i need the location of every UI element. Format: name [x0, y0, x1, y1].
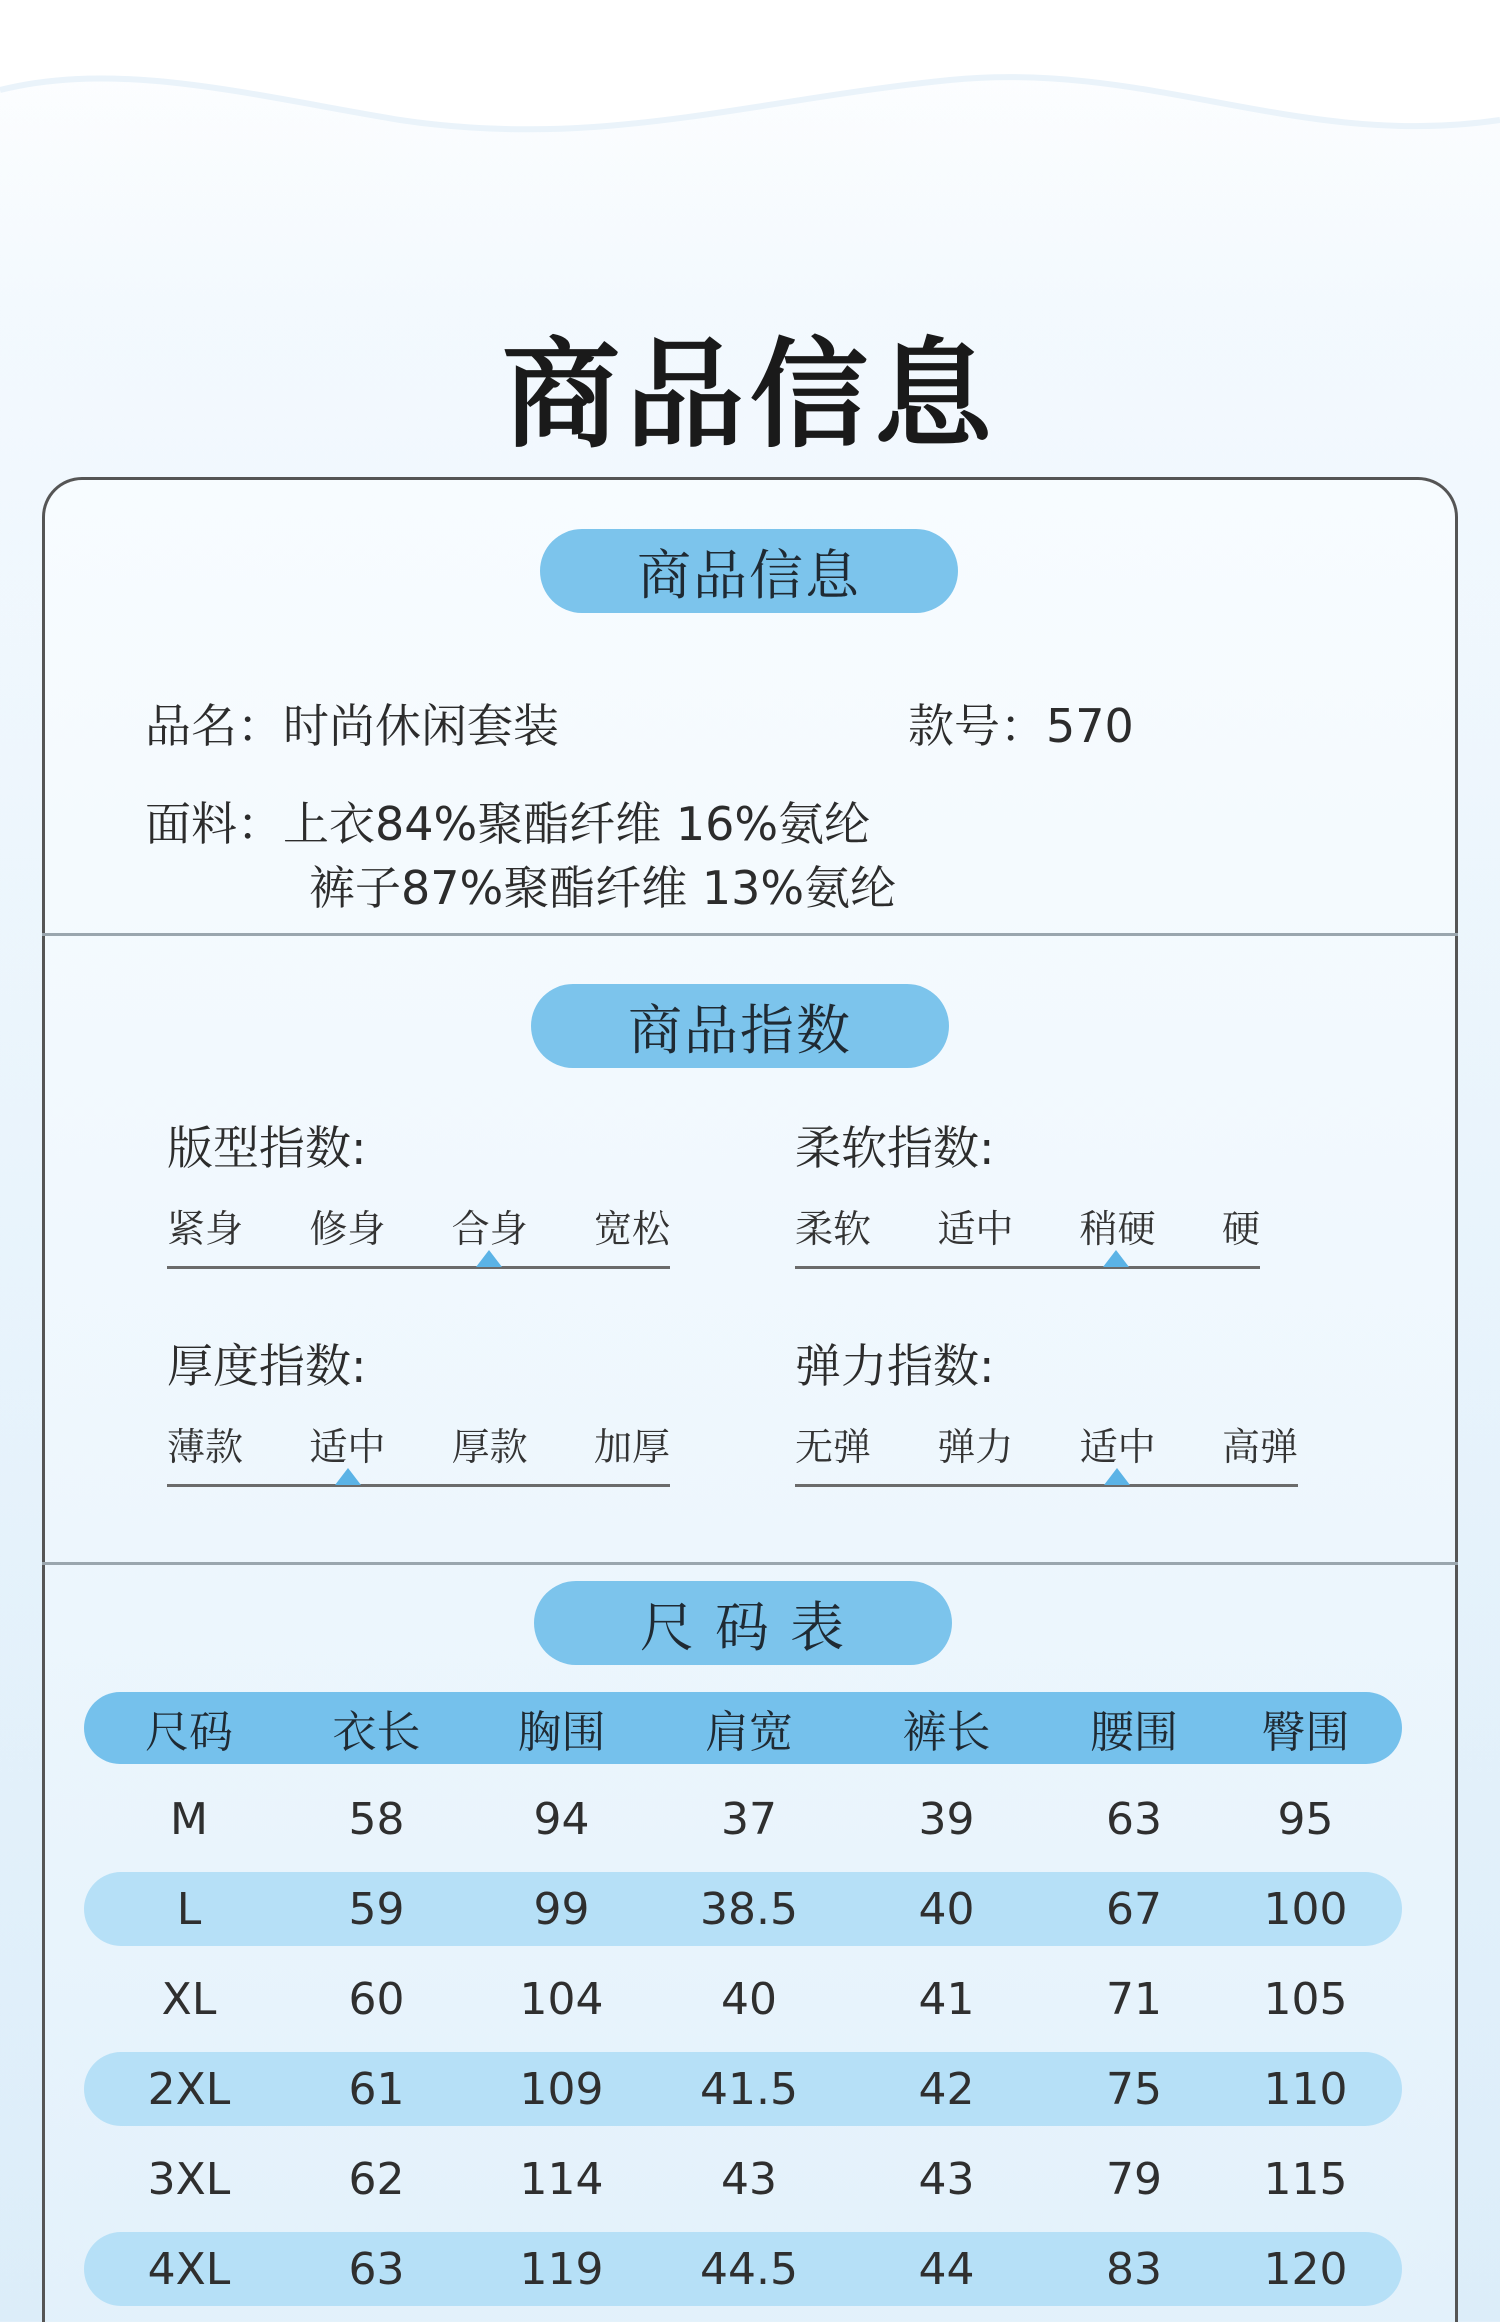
table-cell: 95: [1277, 1793, 1334, 1845]
table-row: [84, 2052, 1402, 2126]
scale-line: [795, 1484, 1298, 1487]
table-cell: 67: [1106, 1883, 1162, 1935]
size-table: [84, 1692, 1402, 2322]
index-scale-thickness: [167, 1416, 670, 1496]
table-cell: 2XL: [147, 2063, 231, 2115]
table-cell: 119: [519, 2243, 604, 2295]
table-cell: 114: [519, 2153, 604, 2205]
table-row: [84, 1782, 1402, 1856]
table-cell: 40: [918, 1883, 975, 1935]
table-cell: 83: [1106, 2243, 1162, 2295]
table-cell: 43: [721, 2153, 777, 2205]
product-fabric-pants: 裤子87%聚酯纤维 13%氨纶: [309, 861, 897, 915]
scale-label: 适中: [937, 1207, 1014, 1251]
scale-label: 宽松: [593, 1207, 670, 1251]
column-header: 衣长: [332, 1707, 421, 1758]
scale-label: 适中: [1079, 1425, 1156, 1469]
scale-marker: [476, 1250, 502, 1267]
scale-marker: [1104, 1468, 1130, 1485]
table-cell: 100: [1263, 1883, 1348, 1935]
table-cell: 43: [918, 2153, 975, 2205]
table-cell: 71: [1106, 1973, 1162, 2025]
section-divider: [42, 1562, 1458, 1565]
table-cell: 39: [918, 1793, 975, 1845]
scale-label: 高弹: [1221, 1425, 1298, 1469]
table-cell: 59: [348, 1883, 405, 1935]
column-header: 裤长: [902, 1707, 991, 1758]
scale-label: 厚款: [451, 1425, 528, 1469]
column-header: 腰围: [1090, 1707, 1178, 1758]
scale-marker: [1103, 1250, 1129, 1267]
section-divider: [42, 933, 1458, 936]
table-row: [84, 1962, 1402, 2036]
table-cell: 104: [519, 1973, 604, 2025]
scale-label: 无弹: [795, 1425, 872, 1469]
table-cell: 60: [348, 1973, 405, 2025]
section-pill-size-chart: 尺 码 表: [534, 1581, 952, 1665]
column-header: 臀围: [1261, 1707, 1350, 1758]
index-scale-fit: [167, 1198, 670, 1278]
product-style-number: 款号：570: [908, 699, 1134, 753]
table-cell: 4XL: [147, 2243, 231, 2295]
product-fabric-top: 面料：上衣84%聚酯纤维 16%氨纶: [145, 797, 871, 851]
table-row: [84, 2232, 1402, 2306]
index-title-fit: 版型指数:: [167, 1121, 367, 1175]
index-scale-softness: [795, 1198, 1260, 1278]
table-cell: L: [176, 1883, 202, 1935]
table-cell: 75: [1106, 2063, 1162, 2115]
table-cell: 109: [519, 2063, 604, 2115]
section-pill-product-index: 商品指数: [531, 984, 949, 1068]
table-cell: 99: [533, 1883, 590, 1935]
size-table-header: [84, 1692, 1402, 1764]
table-cell: 41.5: [700, 2063, 798, 2115]
scale-line: [167, 1266, 670, 1269]
section-pill-product-info: 商品信息: [540, 529, 958, 613]
table-cell: 41: [918, 1973, 975, 2025]
table-cell: 44: [918, 2243, 975, 2295]
scale-label: 硬: [1221, 1207, 1260, 1251]
table-cell: 38.5: [700, 1883, 798, 1935]
scale-label: 柔软: [795, 1207, 872, 1251]
table-row: [84, 2142, 1402, 2216]
scale-label: 紧身: [167, 1207, 244, 1251]
table-cell: 37: [721, 1793, 777, 1845]
scale-marker: [335, 1468, 361, 1485]
table-cell: 79: [1106, 2153, 1162, 2205]
table-cell: 42: [918, 2063, 975, 2115]
scale-label: 合身: [451, 1207, 528, 1251]
table-cell: 44.5: [700, 2243, 798, 2295]
table-cell: 61: [348, 2063, 405, 2115]
table-cell: 58: [348, 1793, 405, 1845]
index-scale-elasticity: [795, 1416, 1298, 1496]
column-header: 胸围: [517, 1707, 606, 1758]
table-cell: 63: [1106, 1793, 1162, 1845]
table-cell: M: [170, 1793, 208, 1845]
table-cell: 115: [1263, 2153, 1348, 2205]
scale-line: [795, 1266, 1260, 1269]
table-cell: 110: [1263, 2063, 1348, 2115]
scale-label: 修身: [309, 1207, 386, 1251]
index-title-elasticity: 弹力指数:: [795, 1339, 995, 1393]
table-cell: 63: [348, 2243, 405, 2295]
scale-line: [167, 1484, 670, 1487]
column-header: 尺码: [145, 1707, 233, 1758]
page-title: 商品信息: [501, 326, 998, 464]
table-cell: XL: [161, 1973, 217, 2025]
scale-label: 薄款: [167, 1425, 244, 1469]
table-cell: 3XL: [147, 2153, 231, 2205]
table-cell: 105: [1263, 1973, 1348, 2025]
index-title-thickness: 厚度指数:: [167, 1339, 367, 1393]
scale-label: 稍硬: [1079, 1207, 1156, 1251]
scale-label: 加厚: [593, 1425, 670, 1469]
table-cell: 40: [721, 1973, 777, 2025]
index-title-softness: 柔软指数:: [795, 1121, 995, 1175]
table-cell: 62: [348, 2153, 405, 2205]
product-name: 品名：时尚休闲套装: [145, 699, 559, 753]
table-cell: 120: [1263, 2243, 1348, 2295]
top-wave-decoration: [0, 0, 1500, 170]
scale-label: 弹力: [937, 1425, 1014, 1469]
scale-label: 适中: [309, 1425, 386, 1469]
table-cell: 94: [533, 1793, 590, 1845]
table-row: [84, 1872, 1402, 1946]
column-header: 肩宽: [705, 1707, 793, 1758]
